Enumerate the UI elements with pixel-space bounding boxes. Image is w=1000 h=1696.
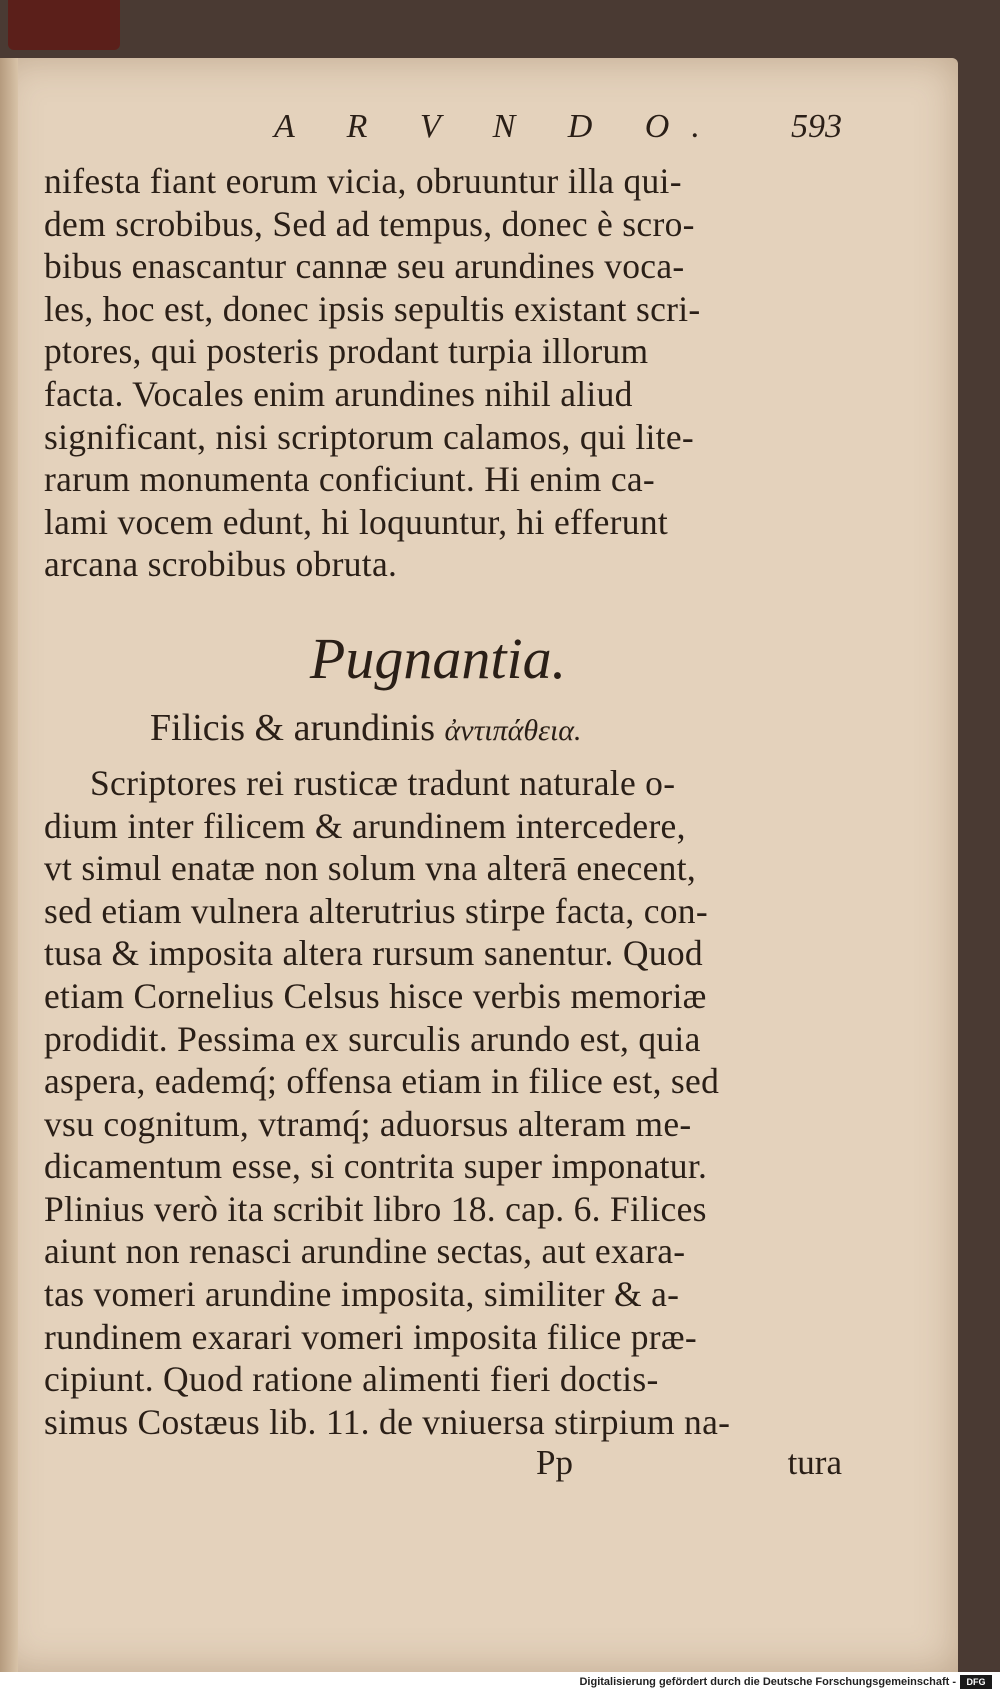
- text-line: cipiunt. Quod ratione alimenti fieri doctis-: [44, 1359, 659, 1400]
- text-line: dicamentum esse, si contrita super imponatur.: [44, 1146, 708, 1187]
- page-binding-edge: [0, 58, 18, 1672]
- text-line: significant, nisi scriptorum calamos, qui lite-: [44, 416, 695, 457]
- section-title: Pugnantia.: [309, 625, 567, 691]
- text-line: lami vocem edunt, hi loquuntur, hi efferunt: [44, 501, 669, 542]
- page-content: [44, 96, 842, 1489]
- text-line: aspera, eademq́; offensa etiam in filice est, sed: [44, 1061, 720, 1102]
- text-line: tusa & imposita altera rursum sanentur. Quod: [44, 933, 703, 974]
- page-number: 593: [791, 108, 842, 145]
- text-line: tas vomeri arundine imposita, similiter & a-: [44, 1274, 680, 1315]
- text-line: nifesta fiant eorum vicia, obruuntur illa qui-: [44, 161, 682, 201]
- paragraph-1: [44, 160, 832, 586]
- signature-mark: Pp: [536, 1443, 573, 1483]
- text-line: dium inter filicem & arundinem intercedere,: [44, 805, 686, 846]
- text-line: vsu cognitum, vtramq́; aduorsus alteram me-: [44, 1103, 692, 1144]
- text-line: aiunt non renasci arundine sectas, aut exara-: [44, 1231, 686, 1272]
- running-head: [44, 96, 842, 160]
- paragraph-2: [44, 762, 832, 1444]
- subheading-greek: ἀντιπάθεια.: [444, 713, 582, 747]
- binding-tab: [8, 0, 120, 50]
- digitization-credit: Digitalisierung gefördert durch die Deutsche Forschungsgemeinschaft -: [579, 1676, 956, 1688]
- catchword: tura: [787, 1443, 842, 1483]
- text-line: etiam Cornelius Celsus hisce verbis memoriæ: [44, 975, 707, 1016]
- text-line: prodidit. Pessima ex surculis arundo est, quia: [44, 1018, 701, 1059]
- text-line: arcana scrobibus obruta.: [44, 544, 398, 585]
- running-head-title: A R V N D O.: [274, 108, 722, 145]
- text-line: simus Costæus lib. 11. de vniuersa stirpium na-: [44, 1401, 731, 1442]
- text-line: Plinius verò ita scribit libro 18. cap. 6. Filices: [44, 1188, 707, 1229]
- text-line: facta. Vocales enim arundines nihil aliud: [44, 373, 633, 414]
- text-line: rarum monumenta conficiunt. Hi enim ca-: [44, 459, 656, 500]
- text-line: bibus enascantur cannæ seu arundines voca-: [44, 246, 685, 287]
- text-line: les, hoc est, donec ipsis sepultis existant scri-: [44, 288, 701, 329]
- text-line: ptores, qui posteris prodant turpia illorum: [44, 331, 649, 372]
- text-line: sed etiam vulnera alterutrius stirpe facta, con-: [44, 890, 708, 931]
- text-line: dem scrobibus, Sed ad tempus, donec è scro-: [44, 203, 695, 244]
- text-line: Scriptores rei rusticæ tradunt naturale o-: [90, 762, 676, 803]
- catchline: [44, 1443, 842, 1489]
- subheading-text: Filicis & arundinis: [150, 706, 435, 749]
- dfg-logo: DFG: [960, 1675, 992, 1689]
- text-line: rundinem exarari vomeri imposita filice præ-: [44, 1316, 697, 1357]
- subheading: [150, 702, 832, 754]
- text-line: vt simul enatæ non solum vna alterā enecent,: [44, 848, 697, 889]
